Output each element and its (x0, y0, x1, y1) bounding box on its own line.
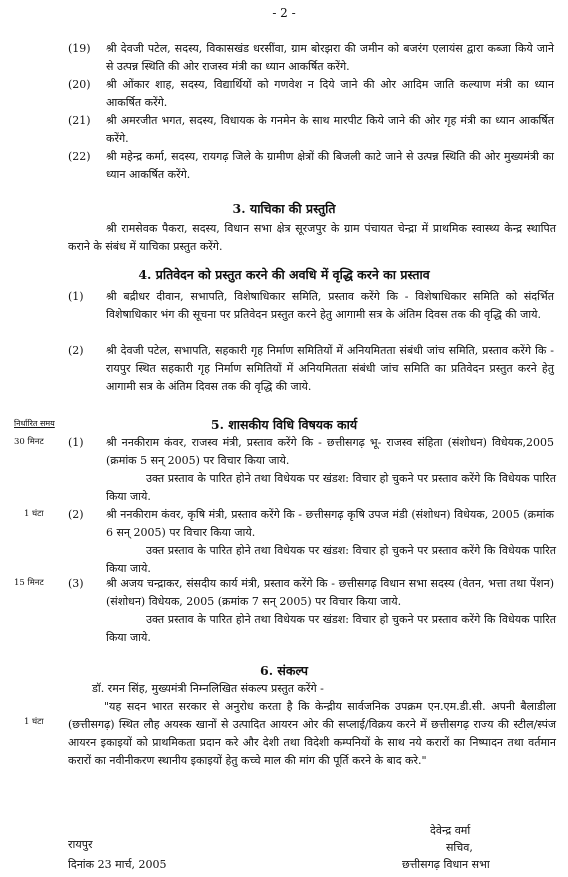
signatory-designation: सचिव, (446, 841, 473, 854)
bill-follow-text: उक्त प्रस्ताव के पारित होने तथा विधेयक पर खंडश: विचार हो चुकने पर प्रस्ताव करेंगे कि विधेयक पारित किया जाये. (106, 544, 556, 575)
petition-text: श्री रामसेवक पैकरा, सदस्य, विधान सभा क्षेत्र सूरजपुर के ग्राम पंचायत चेन्द्रा में प्राथमिक स्वास्थ्य केन्द्र स्थापित कराने के संबंध में याचिका प्रस्तुत करेंगे. (68, 222, 556, 253)
extension-item-1 (68, 288, 556, 342)
attention-item-20 (68, 76, 556, 112)
place: रायपुर (68, 838, 93, 851)
page-number: - 2 - (272, 6, 296, 20)
item-text: श्री अमरजीत भगत, सदस्य, विधायक के गनमेन के साथ मारपीट किये जाने की ओर गृह मंत्री का ध्यान आकर्षित करेंगे. (106, 114, 554, 145)
bill-item-3 (68, 575, 556, 611)
resolution-intro: डॉ. रमन सिंह, मुख्यमंत्री निम्नलिखित संकल्प प्रस्तुत करेंगे - (92, 682, 324, 695)
bill-follow-text: उक्त प्रस्ताव के पारित होने तथा विधेयक पर खंडश: विचार हो चुकने पर प्रस्ताव करेंगे कि विधेयक पारित किया जाये. (106, 613, 556, 644)
section-heading-resolution: 6. संकल्प (260, 663, 308, 678)
item-number: (3) (68, 577, 84, 590)
time-allocation: 15 मिनट (14, 578, 44, 588)
item-number: (2) (68, 508, 84, 521)
item-text: श्री देवजी पटेल, सभापति, सहकारी गृह निर्माण समितियों में अनियमितता संबंधी जांच समिति, प्रस्ताव करेंगे कि - रायपुर स्थित सहकारी गृह निर्माण समितियों में अनियमितता संबंधी जांच समिति का प्रतिवेदन प्रस्तुत करने हेतु आगामी सत्र के अंतिम दिवस तक की वृद्धि की जाये. (106, 344, 554, 393)
extension-item-2 (68, 342, 556, 396)
bill-follow-text: उक्त प्रस्ताव के पारित होने तथा विधेयक पर खंडश: विचार हो चुकने पर प्रस्ताव करेंगे कि विधेयक पारित किया जाये. (106, 472, 556, 503)
signatory-office: छत्तीसगढ़ विधान सभा (402, 858, 490, 871)
time-allocation: 1 घंटा (24, 509, 44, 519)
item-number: (22) (68, 150, 91, 163)
scheduled-time-header: निर्धारित समय (14, 419, 55, 428)
item-number: (20) (68, 78, 91, 91)
attention-item-21 (68, 112, 556, 148)
item-text: श्री ननकीराम कंवर, कृषि मंत्री, प्रस्ताव करेंगे कि - छत्तीसगढ़ कृषि उपज मंडी (संशोधन) विधेयक, 2005 (क्रमांक 6 सन् 2005) पर विचार किया जाये. (106, 508, 554, 539)
item-text: श्री ओंकार शाह, सदस्य, विद्यार्थियों को गणवेश न दिये जाने की ओर आदिम जाति कल्याण मंत्री का ध्यान आकर्षित करेंगे. (106, 78, 554, 109)
date: दिनांक 23 मार्च, 2005 (68, 858, 167, 871)
section-heading-report-extension: 4. प्रतिवेदन को प्रस्तुत करने की अवधि में वृद्धि करने का प्रस्ताव (138, 267, 430, 282)
item-text: श्री देवजी पटेल, सदस्य, विकासखंड धरसींवा, ग्राम बोरझरा की जमीन को बजरंग एलायंस द्वारा कब्जा किये जाने से उत्पन्न स्थिति की ओर राजस्व मंत्री का ध्यान आकर्षित करेंगे. (106, 42, 554, 73)
section-heading-government-legislation: 5. शासकीय विधि विषयक कार्य (210, 417, 358, 432)
item-number: (1) (68, 290, 84, 303)
bill-item-1 (68, 434, 556, 470)
section-heading-petition: 3. याचिका की प्रस्तुति (232, 201, 336, 216)
item-text: श्री ननकीराम कंवर, राजस्व मंत्री, प्रस्ताव करेंगे कि - छत्तीसगढ़ भू- राजस्व संहिता (संशोधन) विधेयक,2005 (क्रमांक 5 सन् 2005) पर विचार किया जाये. (106, 436, 554, 467)
item-number: (21) (68, 114, 91, 127)
time-allocation: 1 घंटा (24, 717, 44, 727)
item-text: श्री बद्रीधर दीवान, सभापति, विशेषाधिकार समिति, प्रस्ताव करेंगे कि - विशेषाधिकार समिति को संदर्भित विशेषाधिकार भंग की सूचना पर प्रतिवेदन प्रस्तुत करने हेतु आगामी सत्र के अंतिम दिवस तक की वृद्धि की जाये. (106, 290, 554, 321)
time-allocation: 30 मिनट (14, 437, 44, 447)
item-number: (2) (68, 344, 84, 357)
resolution-text: "यह सदन भारत सरकार से अनुरोध करता है कि केन्द्रीय सार्वजनिक उपक्रम एन.एम.डी.सी. अपनी बैलाडीला (छत्तीसगढ़) स्थित लौह अयस्क खानों से उत्पादित आयरन ओर की सप्लाई/विक्रय करने में छत्तीसगढ़ राज्य की स्टील/स्पंज आयरन इकाइयों को प्राथमिकता प्रदान करे और देशी तथा विदेशी कम्पनियों के साथ नये करारों का निष्पादन तथा वर्तमान करारों का नवीनीकरण स्थानीय इकाइयों हेतु कच्चे माल की मांग की पूर्ति करने के बाद करे." (68, 700, 556, 767)
item-number: (19) (68, 42, 91, 55)
attention-item-19 (68, 40, 556, 76)
signatory-name: देवेन्द्र वर्मा (430, 824, 471, 837)
item-text: श्री अजय चन्द्राकर, संसदीय कार्य मंत्री, प्रस्ताव करेंगे कि - छत्तीसगढ़ विधान सभा सदस्य (वेतन, भत्ता तथा पेंशन) (संशोधन) विधेयक, 2005 (क्रमांक 7 सन् 2005) पर विचार किया जाये. (106, 577, 554, 608)
item-text: श्री महेन्द्र कर्मा, सदस्य, रायगढ़ जिले के ग्रामीण क्षेत्रों की बिजली काटे जाने से उत्पन्न स्थिति की ओर मुख्यमंत्री का ध्यान आकर्षित करेंगे. (106, 150, 554, 181)
attention-item-22 (68, 148, 556, 184)
item-number: (1) (68, 436, 84, 449)
bill-item-2 (68, 506, 556, 542)
